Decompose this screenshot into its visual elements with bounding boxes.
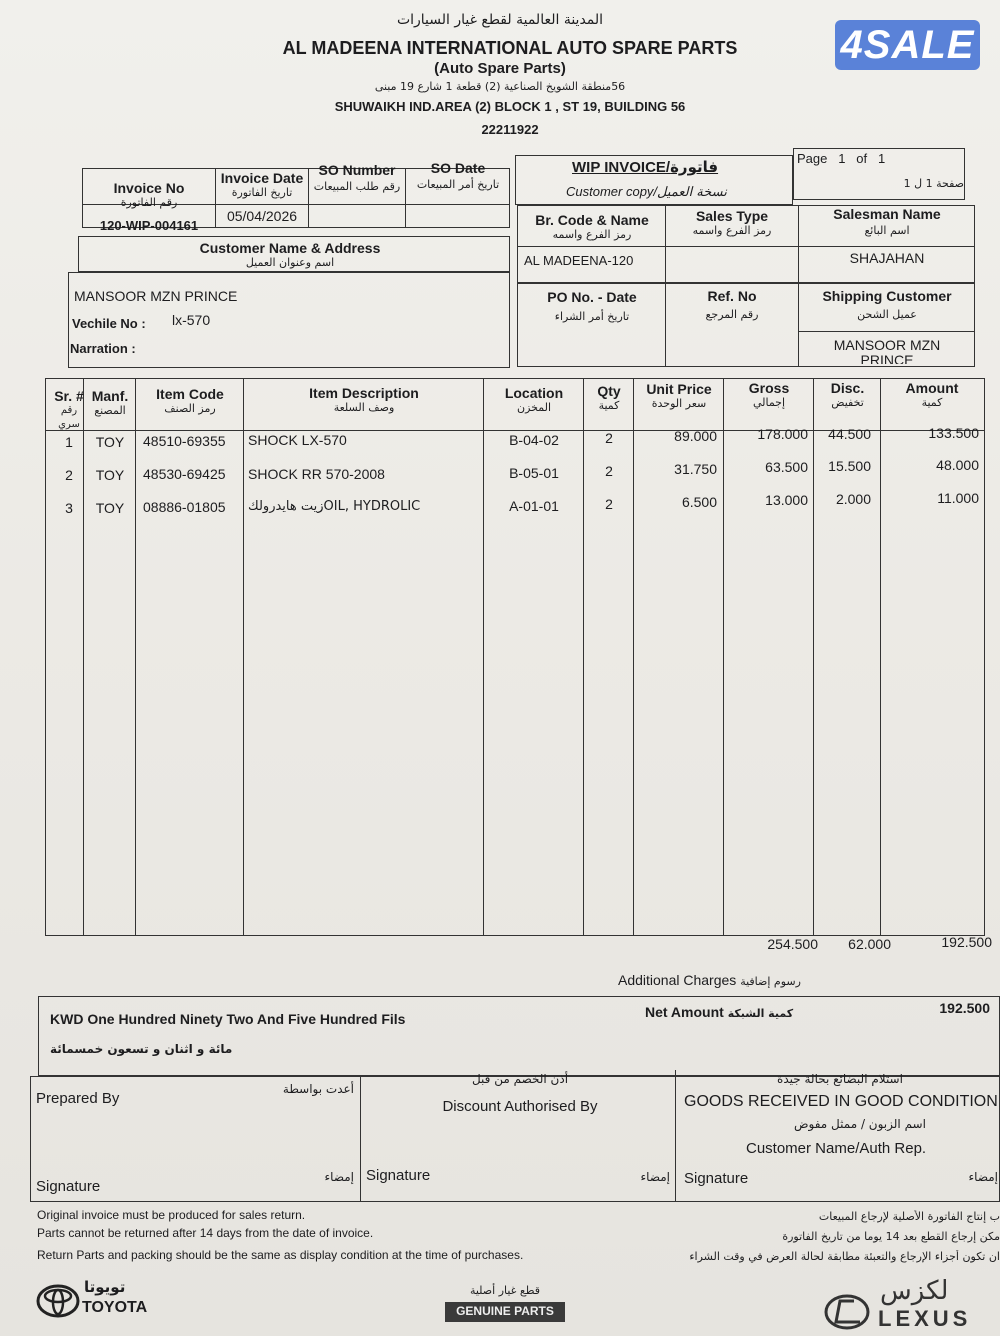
row3-loc: A-01-01: [509, 498, 559, 514]
row2-disc: 15.500: [828, 458, 871, 474]
col-gross: Gross: [748, 380, 790, 396]
note-3: Return Parts and packing should be the same as display condition at the time of purchases.: [37, 1248, 524, 1262]
invoice-no-label: Invoice No: [113, 180, 185, 196]
discount-authorised-label: Discount Authorised By: [442, 1098, 598, 1115]
page-info: Page 1 of 1: [797, 151, 886, 166]
row2-code: 48530-69425: [143, 466, 226, 482]
row3-desc: زيت هايدرولكOIL, HYDROLIC: [248, 499, 421, 514]
customer-label-ar: اسم وعنوان العميل: [245, 256, 335, 269]
ref-label-ar: رقم المرجع: [705, 308, 759, 321]
salesman-label-ar: اسم البائع: [864, 224, 910, 237]
branch-value: AL MADEENA-120: [524, 253, 634, 268]
row3-manf: TOY: [95, 500, 125, 516]
amount-in-words: KWD One Hundred Ninety Two And Five Hundred Fils: [50, 1011, 406, 1027]
branch-label: Br. Code & Name: [535, 212, 649, 228]
amount-words-box: [38, 996, 1000, 1076]
lexus-text: LEXUS: [878, 1306, 972, 1331]
company-name: AL MADEENA INTERNATIONAL AUTO SPARE PARTS: [282, 38, 738, 58]
address-en: SHUWAIKH IND.AREA (2) BLOCK 1 , ST 19, BUILDING 56: [334, 99, 686, 114]
lexus-ar: لكزس: [880, 1276, 949, 1306]
note-1: Original invoice must be produced for sales return.: [37, 1208, 306, 1222]
row1-gross: 178.000: [757, 426, 808, 442]
total-amount: 192.500: [941, 934, 992, 950]
row1-amount: 133.500: [928, 425, 979, 441]
goods-received-label: GOODS RECEIVED IN GOOD CONDITION: [684, 1093, 998, 1110]
signature-label-3: Signature: [684, 1170, 749, 1187]
invoice-date-label: Invoice Date: [220, 170, 304, 186]
note-ar-1: ب إنتاج الفاتورة الأصلية لإرجاع المبيعات: [818, 1210, 1000, 1223]
row2-sr: 2: [65, 467, 73, 483]
signature-label-1: Signature: [36, 1178, 101, 1195]
col-amount: Amount: [905, 380, 959, 396]
po-label: PO No. - Date: [547, 289, 637, 305]
shipping-value-cut: PRINCE: [860, 354, 914, 364]
so-number-label-ar: رقم طلب المبيعات: [313, 180, 401, 193]
signature-label-ar-2: إمضاء: [640, 1170, 670, 1184]
col-desc: Item Description: [309, 385, 419, 401]
vehicle-label: Vechile No :: [72, 316, 146, 331]
phone-number: 22211922: [481, 122, 539, 137]
watermark-badge: 4SALE: [835, 20, 980, 70]
col-disc: Disc.: [830, 380, 865, 396]
net-amount: 192.500: [939, 1000, 990, 1016]
po-label-ar: تاريخ أمر الشراء: [554, 310, 630, 323]
row1-desc: SHOCK LX-570: [248, 432, 347, 448]
row2-qty: 2: [605, 463, 613, 479]
company-name-ar: المدينة العالمية لقطع غيار السيارات: [396, 12, 604, 28]
toyota-text: TOYOTA: [82, 1299, 148, 1316]
col-qty: Qty: [597, 383, 621, 399]
wip-title: WIP INVOICE/فاتورة: [572, 158, 719, 176]
invoice-no: 120-WIP-004161: [99, 218, 199, 233]
toyota-logo-icon: [36, 1284, 80, 1318]
row1-unit: 89.000: [674, 428, 717, 444]
col-code: Item Code: [156, 386, 224, 402]
col-unit-price-ar: سعر الوحدة: [651, 397, 707, 410]
discount-label-ar: أذن الخصم من قبل: [471, 1072, 569, 1086]
shipping-label-ar: عميل الشحن: [857, 308, 917, 321]
row2-gross: 63.500: [765, 459, 808, 475]
note-2: Parts cannot be returned after 14 days from the date of invoice.: [37, 1226, 374, 1240]
prepared-by-label: Prepared By: [36, 1090, 120, 1107]
col-sr: Sr. #: [54, 388, 84, 404]
signature-label-ar-3: إمضاء: [968, 1170, 998, 1184]
branch-label-ar: رمز الفرع واسمه: [552, 228, 632, 241]
row3-disc: 2.000: [835, 491, 871, 507]
col-desc-ar: وصف السلعة: [333, 401, 395, 414]
col-location: Location: [504, 385, 564, 401]
invoice-no-label-ar: رقم الفاتورة: [120, 196, 178, 209]
address-ar: 56منطقة الشويخ الصناعية (2) قطعة 1 شارع 19 مبنى: [374, 80, 626, 93]
sales-type-label-ar: رمز الفرع واسمه: [692, 224, 772, 237]
note-ar-2: مكن إرجاع القطع بعد 14 يوما من تاريخ الفاتورة: [782, 1230, 1000, 1243]
row2-desc: SHOCK RR 570-2008: [248, 466, 385, 482]
so-number-label: SO Number: [318, 162, 396, 178]
row1-manf: TOY: [95, 434, 125, 450]
customer-rep-label: Customer Name/Auth Rep.: [746, 1140, 927, 1157]
invoice-date: 05/04/2026: [226, 208, 298, 224]
col-qty-ar: كمية: [598, 399, 620, 412]
row3-code: 08886-01805: [143, 499, 226, 515]
prepared-by-label-ar: أعدت بواسطة: [282, 1082, 354, 1096]
customer-rep-label-ar: اسم الزبون / ممثل مفوض: [794, 1117, 926, 1131]
col-manf: Manf.: [91, 388, 129, 404]
signature-label-ar-1: إمضاء: [324, 1170, 354, 1184]
customer-name: MANSOOR MZN PRINCE: [74, 288, 238, 304]
row1-loc: B-04-02: [509, 432, 559, 448]
narration-label: Narration :: [70, 341, 136, 356]
customer-label: Customer Name & Address: [199, 240, 381, 256]
net-amount-label: Net Amount كمية الشبكة: [645, 1004, 794, 1020]
row2-manf: TOY: [95, 467, 125, 483]
additional-charges-label: Additional Charges رسوم إضافية: [618, 972, 801, 988]
col-code-ar: رمز الصنف: [164, 402, 216, 415]
row3-qty: 2: [605, 496, 613, 512]
row1-disc: 44.500: [828, 426, 871, 442]
company-subtitle: (Auto Spare Parts): [434, 60, 566, 77]
goods-received-label-ar: استلام البضائع بحالة جيدة: [777, 1072, 903, 1086]
genuine-parts-ar: قطع غيار أصلية: [469, 1284, 541, 1297]
salesman-label: Salesman Name: [833, 206, 941, 222]
ref-label: Ref. No: [707, 288, 757, 304]
col-disc-ar: تخفيض: [831, 396, 864, 409]
row2-amount: 48.000: [936, 457, 979, 473]
note-ar-3: ان تكون أجزاء الإرجاع والتعبئة مطابقة لحالة العرض في وقت الشراء: [689, 1250, 1000, 1263]
salesman-value: SHAJAHAN: [849, 250, 925, 266]
page-info-ar: صفحة 1 ل 1: [903, 177, 964, 190]
col-unit-price: Unit Price: [646, 381, 712, 397]
lexus-logo-icon: [824, 1294, 870, 1330]
row3-unit: 6.500: [681, 494, 717, 510]
col-amount-ar: كمية: [921, 396, 943, 409]
col-location-ar: المخزن: [516, 401, 551, 414]
col-manf-ar: المصنع: [94, 404, 126, 417]
total-disc: 62.000: [848, 936, 891, 952]
shipping-value: MANSOOR MZN: [833, 337, 941, 353]
vehicle-no: lx-570: [172, 312, 211, 328]
row3-gross: 13.000: [765, 492, 808, 508]
copy-label: Customer copy/نسخة العميل: [566, 184, 727, 200]
col-gross-ar: إجمالي: [752, 396, 786, 409]
total-gross: 254.500: [767, 936, 818, 952]
sales-type-label: Sales Type: [695, 208, 769, 224]
so-date-label: SO Date: [430, 160, 486, 176]
row1-code: 48510-69355: [143, 433, 226, 449]
row3-amount: 11.000: [937, 490, 979, 506]
row3-sr: 3: [65, 500, 73, 516]
invoice-date-label-ar: تاريخ الفاتورة: [231, 186, 293, 199]
so-date-label-ar: تاريخ أمر المبيعات: [416, 178, 500, 191]
row1-qty: 2: [605, 430, 613, 446]
row2-loc: B-05-01: [509, 465, 559, 481]
amount-in-words-ar: مائة و اثنان و تسعون خمسمائة: [50, 1042, 233, 1056]
toyota-ar: تويوتا: [84, 1278, 126, 1296]
signature-label-2: Signature: [366, 1167, 431, 1184]
row1-sr: 1: [65, 434, 73, 450]
row2-unit: 31.750: [674, 461, 717, 477]
col-sr-ar: رقم سري: [58, 405, 80, 430]
genuine-parts-text: GENUINE PARTS: [456, 1304, 554, 1318]
shipping-label: Shipping Customer: [822, 288, 952, 304]
